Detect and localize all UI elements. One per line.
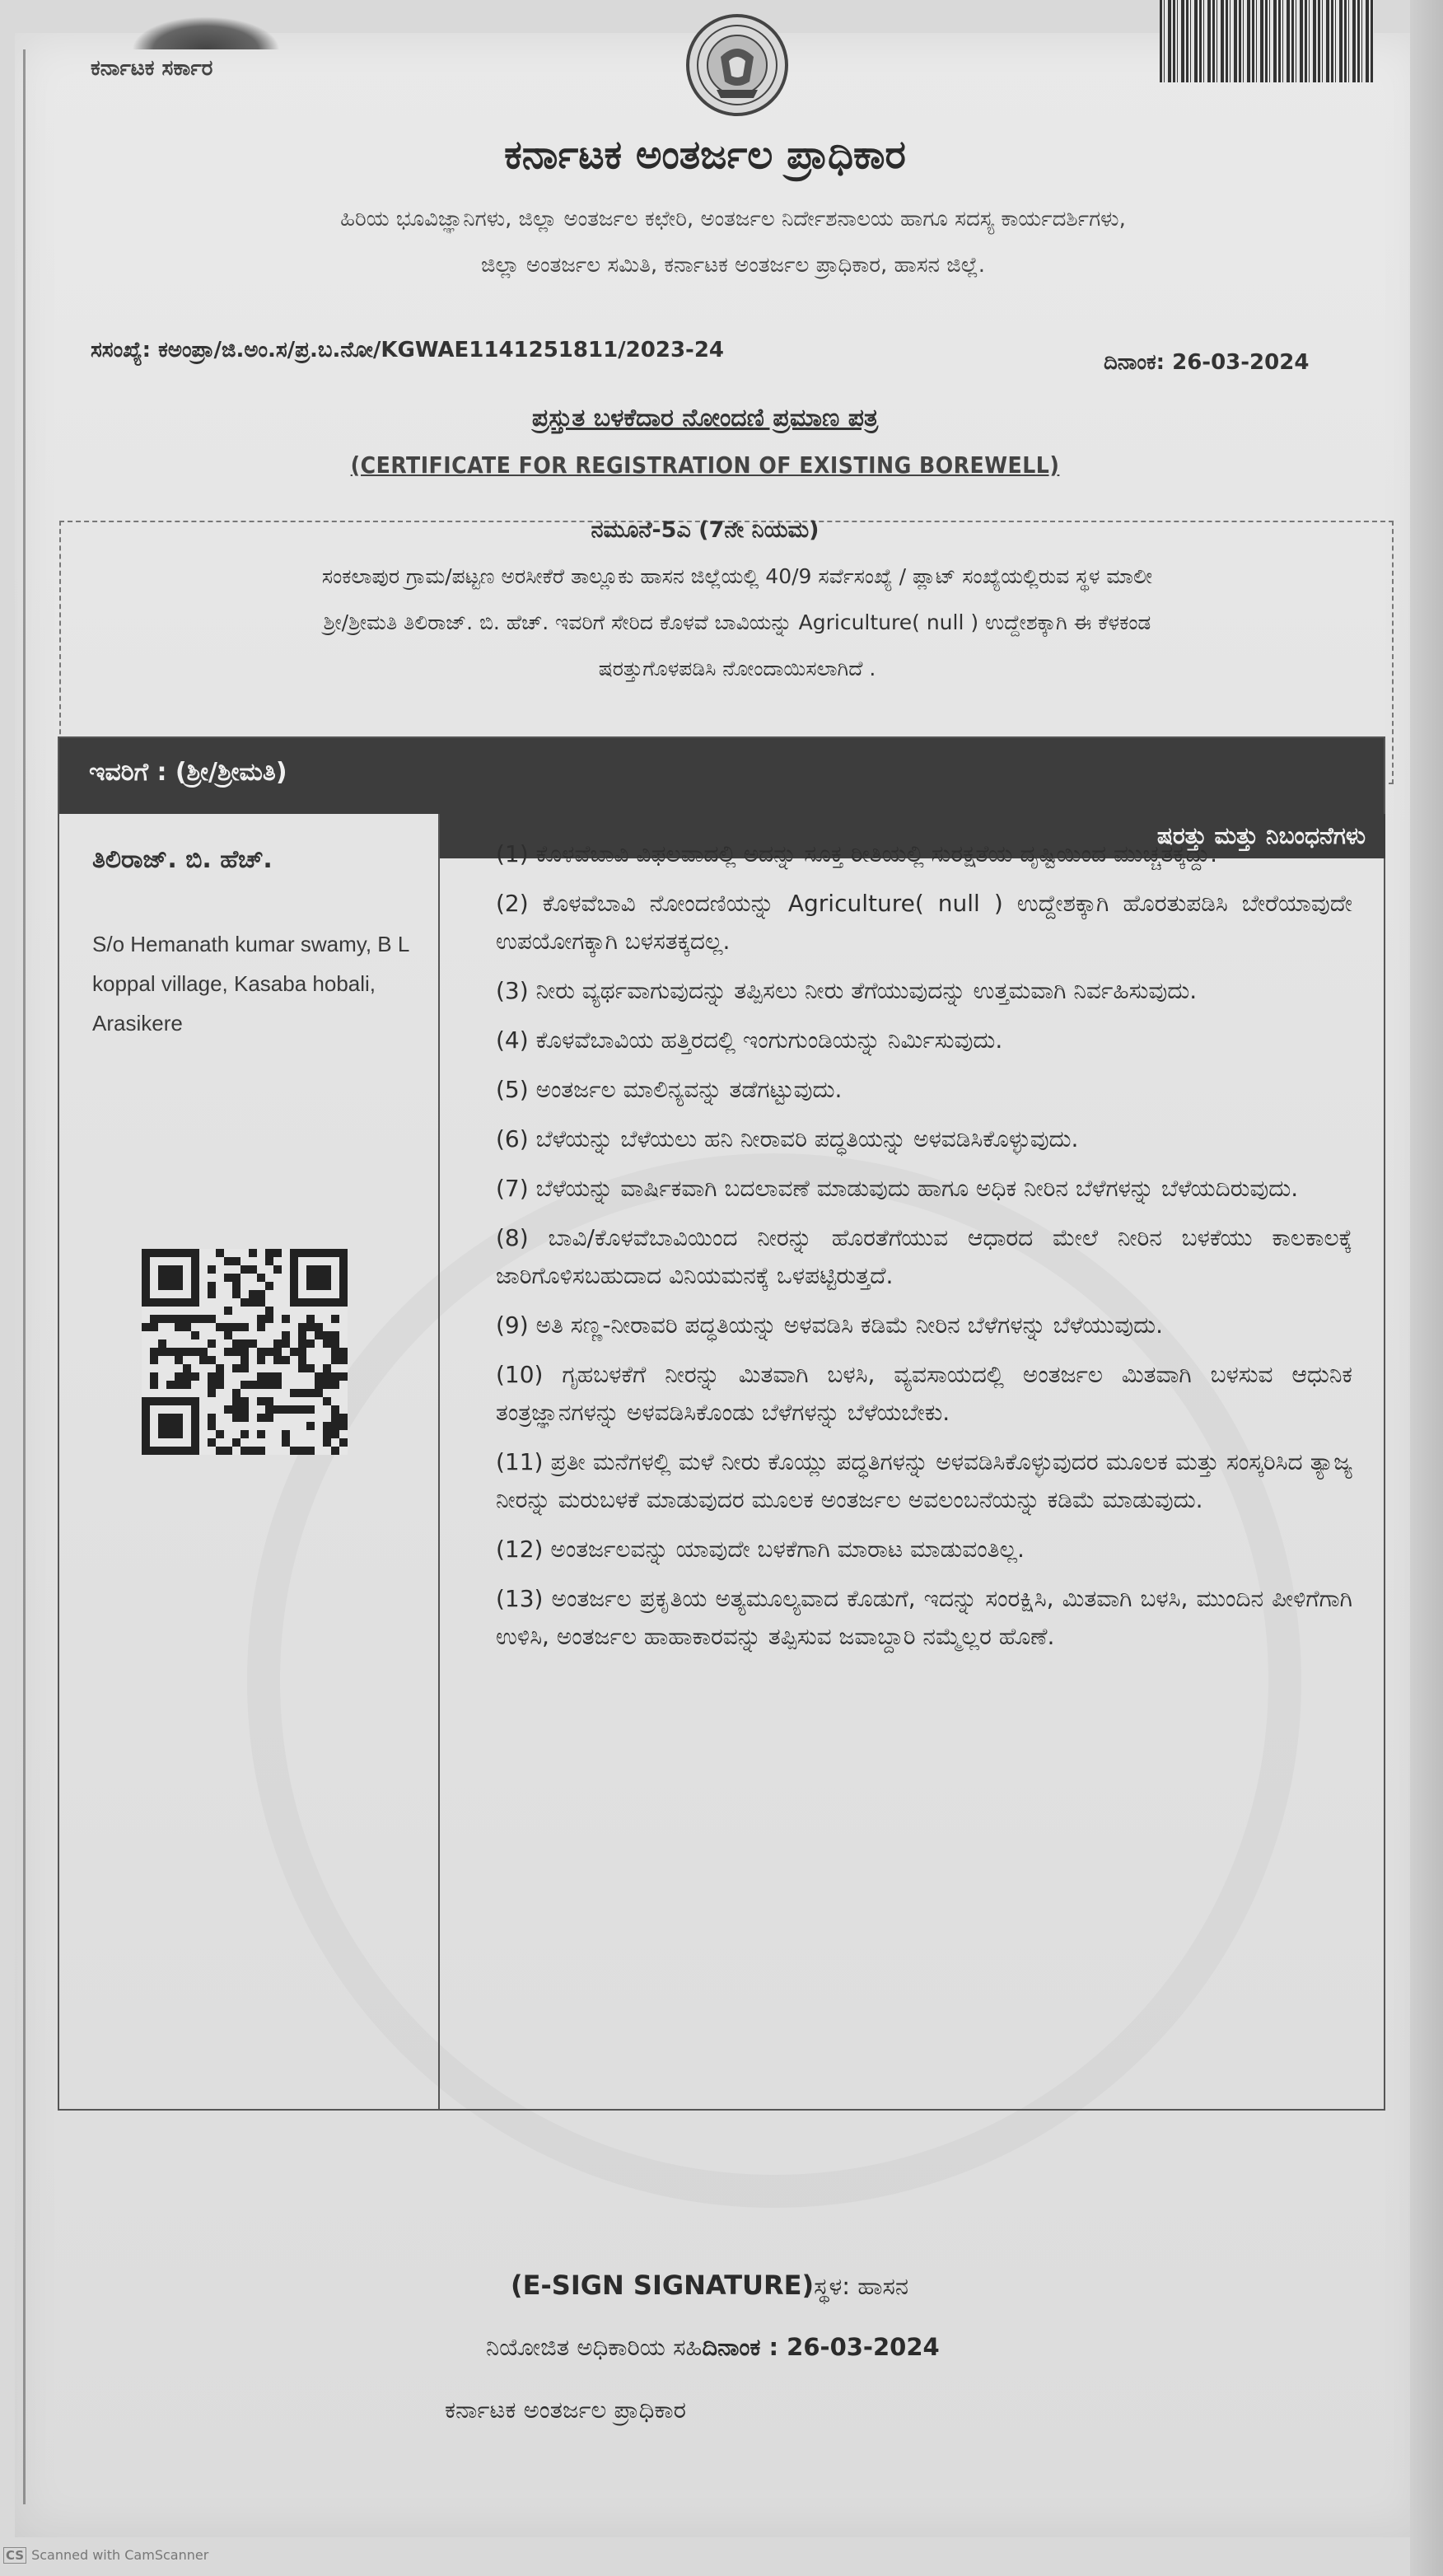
authority-signoff: ಕರ್ನಾಟಕ ಅಂತರ್ಜಲ ಪ್ರಾಧಿಕಾರ xyxy=(445,2396,686,2424)
condition-item: (12) ಅಂತರ್ಜಲವನ್ನು ಯಾವುದೇ ಬಳಕೆಗಾಗಿ ಮಾರಾಟ ಮಾಡುವಂತಿಲ್ಲ. xyxy=(496,1536,1025,1563)
karnataka-groundwater-emblem-icon xyxy=(684,12,791,119)
condition-item: (6) ಬೆಳೆಯನ್ನು ಬೆಳೆಯಲು ಹನಿ ನೀರಾವರಿ ಪದ್ಧತಿಯನ್ನು ಅಳವಡಿಸಿಕೊಳ್ಳುವುದು. xyxy=(496,1125,1079,1152)
column-divider xyxy=(438,814,440,2111)
government-logo xyxy=(82,16,297,82)
condition-item: (7) ಬೆಳೆಯನ್ನು ವಾರ್ಷಿಕವಾಗಿ ಬದಲಾವಣೆ ಮಾಡುವುದು ಹಾಗೂ ಅಧಿಕ ನೀರಿನ ಬೆಳೆಗಳನ್ನು ಬೆಳೆಯದಿರುವುದು. xyxy=(496,1175,1299,1202)
conditions-table xyxy=(58,736,1385,2111)
signature-date: ದಿನಾಂಕ : 26-03-2024 xyxy=(702,2333,940,2361)
owner-name: ತಿಲಿರಾಜ್. ಬಿ. ಹೆಚ್. xyxy=(92,845,273,874)
condition-item: (5) ಅಂತರ್ಜಲ ಮಾಲಿನ್ಯವನ್ನು ತಡೆಗಟ್ಟುವುದು. xyxy=(496,1076,843,1103)
condition-item: (13) ಅಂತರ್ಜಲ ಪ್ರಕೃತಿಯ ಅತ್ಯಮೂಲ್ಯವಾದ ಕೊಡುಗೆ, ಇದನ್ನು ಸಂರಕ್ಷಿಸಿ, ಮಿತವಾಗಿ ಬಳಸಿ, ಮುಂದಿನ ಪೀಳಿಗೆಗಾಗಿ ಉಳಿಸಿ, ಅಂತರ್ಜಲ ಹಾಹಾಕಾರವನ್ನು ತಪ್ಪಿಸುವ ಜವಾಬ್ದಾರಿ ನಮ್ಮೆಲ್ಲರ ಹೊಣೆ. xyxy=(496,1585,1352,1650)
subtitle-line-2: ಜಿಲ್ಲಾ ಅಂತರ್ಜಲ ಸಮಿತಿ, ಕರ್ನಾಟಕ ಅಂತರ್ಜಲ ಪ್ರಾಧಿಕಾರ, ಹಾಸನ ಜಿಲ್ಲೆ. xyxy=(481,253,985,278)
subtitle-line-1: ಹಿರಿಯ ಭೂವಿಜ್ಞಾನಿಗಳು, ಜಿಲ್ಲಾ ಅಂತರ್ಜಲ ಕಛೇರಿ, ಅಂತರ್ಜಲ ನಿರ್ದೇಶನಾಲಯ ಹಾಗೂ ಸದಸ್ಯ ಕಾರ್ಯದರ್ಶಿಗಳು, xyxy=(340,207,1126,231)
condition-item: (4) ಕೊಳವೆಬಾವಿಯ ಹತ್ತಿರದಲ್ಲಿ ಇಂಗುಗುಂಡಿಯನ್ನು ನಿರ್ಮಿಸುವುದು. xyxy=(496,1026,1003,1054)
recipient-header: ಇವರಿಗೆ : (ಶ್ರೀ/ಶ್ರೀಮತಿ) xyxy=(89,758,287,787)
place-label: ಸ್ಥಳ: ಹಾಸನ xyxy=(814,2272,909,2300)
condition-item: (2) ಕೊಳವೆಬಾವಿ ನೋಂದಣಿಯನ್ನು Agriculture( null ) ಉದ್ದೇಶಕ್ಕಾಗಿ ಹೊರತುಪಡಿಸಿ ಬೇರೆಯಾವುದೇ ಉಪಯೋಗಕ್ಕಾಗಿ ಬಳಸತಕ್ಕದಲ್ಲ. xyxy=(496,890,1352,955)
signature-line xyxy=(511,2270,908,2301)
condition-item: (11) ಪ್ರತೀ ಮನೆಗಳಲ್ಲಿ ಮಳೆ ನೀರು ಕೊಯ್ಲು ಪದ್ಧತಿಗಳನ್ನು ಅಳವಡಿಸಿಕೊಳ್ಳುವುದರ ಮೂಲಕ ಮತ್ತು ಸಂಸ್ಕರಿಸಿದ ತ್ಯಾಜ್ಯ ನೀರನ್ನು ಮರುಬಳಕೆ ಮಾಡುವುದರ ಮೂಲಕ ಅಂತರ್ಜಲ ಅವಲಂಬನೆಯನ್ನು ಕಡಿಮೆ ಮಾಡುವುದು. xyxy=(496,1448,1352,1513)
page-shadow xyxy=(1410,0,1443,2576)
intro-text xyxy=(124,554,1351,692)
reference-number: ಸಸಂಖ್ಯೆ: ಕಅಂಪ್ರಾ/ಜಿ.ಅಂ.ಸ/ಪ್ರ.ಬ.ನೋ/KGWAE1141251811/2023-24 xyxy=(91,338,725,362)
intro-line-2: ಶ್ರೀ/ಶ್ರೀಮತಿ ತಿಲಿರಾಜ್. ಬಿ. ಹೆಚ್. ಇವರಿಗೆ ಸೇರಿದ ಕೊಳವೆ ಬಾವಿಯನ್ನು Agriculture( null ) ಉದ್ದೇಶಕ್ಕಾಗಿ ಈ ಕೆಳಕಂಡ xyxy=(323,610,1151,634)
barcode-icon xyxy=(1160,0,1374,82)
officer-signature-label: ನಿಯೋಜಿತ ಅಧಿಕಾರಿಯ ಸಹಿ xyxy=(486,2333,703,2361)
condition-item: (3) ನೀರು ವ್ಯರ್ಥವಾಗುವುದನ್ನು ತಪ್ಪಿಸಲು ನೀರು ತೆಗೆಯುವುದನ್ನು ಉತ್ತಮವಾಗಿ ನಿರ್ವಹಿಸುವುದು. xyxy=(496,977,1198,1004)
government-label: ಕರ್ನಾಟಕ ಸರ್ಕಾರ xyxy=(91,56,213,81)
condition-item: (8) ಬಾವಿ/ಕೊಳವೆಬಾವಿಯಿಂದ ನೀರನ್ನು ಹೊರತೆಗೆಯುವ ಆಧಾರದ ಮೇಲೆ ನೀರಿನ ಬಳಕೆಯು ಕಾಲಕಾಲಕ್ಕೆ ಜಾರಿಗೊಳಿಸಬಹುದಾದ ವಿನಿಯಮನಕ್ಕೆ ಒಳಪಟ್ಟಿರುತ್ತದೆ. xyxy=(496,1224,1352,1289)
certificate-title-kannada: ಪ್ರಸ್ತುತ ಬಳಕೆದಾರ ನೋಂದಣಿ ಪ್ರಮಾಣ ಪತ್ರ xyxy=(531,404,879,432)
authority-title: ಕರ್ನಾಟಕ ಅಂತರ್ಜಲ ಪ್ರಾಧಿಕಾರ xyxy=(504,132,906,178)
issue-date: ದಿನಾಂಕ: 26-03-2024 xyxy=(1104,350,1310,375)
intro-line-1: ಸಂಕಲಾಪುರ ಗ್ರಾಮ/ಪಟ್ಟಣ ಅರಸೀಕೆರೆ ತಾಲ್ಲೂಕು ಹಾಸನ ಜಿಲ್ಲೆಯಲ್ಲಿ 40/9 ಸರ್ವೆಸಂಖ್ಯೆ / ಪ್ಲಾಟ್ ಸಂಖ್ಯೆಯಲ್ಲಿರುವ ಸ್ಥಳ ಮಾಲೀ xyxy=(321,564,1153,588)
qr-code-icon xyxy=(142,1249,348,1455)
condition-item: (10) ಗೃಹಬಳಕೆಗೆ ನೀರನ್ನು ಮಿತವಾಗಿ ಬಳಸಿ, ವ್ಯವಸಾಯದಲ್ಲಿ ಅಂತರ್ಜಲ ಮಿತವಾಗಿ ಬಳಸುವ ಆಧುನಿಕ ತಂತ್ರಜ್ಞಾನಗಳನ್ನು ಅಳವಡಿಸಿಕೊಂಡು ಬೆಳೆಗಳನ್ನು ಬೆಳೆಯಬೇಕು. xyxy=(496,1361,1352,1426)
camscanner-icon: CS xyxy=(3,2547,26,2564)
officer-line xyxy=(486,2333,940,2362)
conditions-header: ಷರತ್ತು ಮತ್ತು ನಿಬಂಧನೆಗಳು xyxy=(1156,822,1366,849)
certificate-title-english: (CERTIFICATE FOR REGISTRATION OF EXISTING BOREWELL) xyxy=(350,451,1060,479)
intro-line-3: ಷರತ್ತುಗೊಳಪಡಿಸಿ ನೋಂದಾಯಿಸಲಾಗಿದೆ . xyxy=(598,657,876,680)
scanner-note: Scanned with CamScanner xyxy=(31,2547,209,2563)
condition-item: (1) ಕೊಳವೆಬಾವಿ ವಿಫಲವಾದಲ್ಲಿ ಅದನ್ನು ಸೂಕ್ತ ರೀತಿಯಲ್ಲಿ ಸುರಕ್ಷತೆಯ ದೃಷ್ಟಿಯಿಂದ ಮುಚ್ಚತಕ್ಕದ್ದು. xyxy=(496,840,1217,867)
conditions-list xyxy=(496,835,1352,1667)
esign-label: (E-SIGN SIGNATURE) xyxy=(511,2270,815,2301)
form-number: ನಮೂನೆ-5ಎ (7ನೇ ನಿಯಮ) xyxy=(591,517,820,543)
table-header xyxy=(59,738,1384,814)
condition-item: (9) ಅತಿ ಸಣ್ಣ-ನೀರಾವರಿ ಪದ್ಧತಿಯನ್ನು ಅಳವಡಿಸಿ ಕಡಿಮೆ ನೀರಿನ ಬೆಳೆಗಳನ್ನು ಬೆಳೆಯುವುದು. xyxy=(496,1311,1163,1339)
lion-emblem-icon xyxy=(132,16,280,49)
scanner-watermark xyxy=(3,2547,208,2564)
owner-address: S/o Hemanath kumar swamy, B L koppal village, Kasaba hobali, Arasikere xyxy=(92,932,409,1036)
